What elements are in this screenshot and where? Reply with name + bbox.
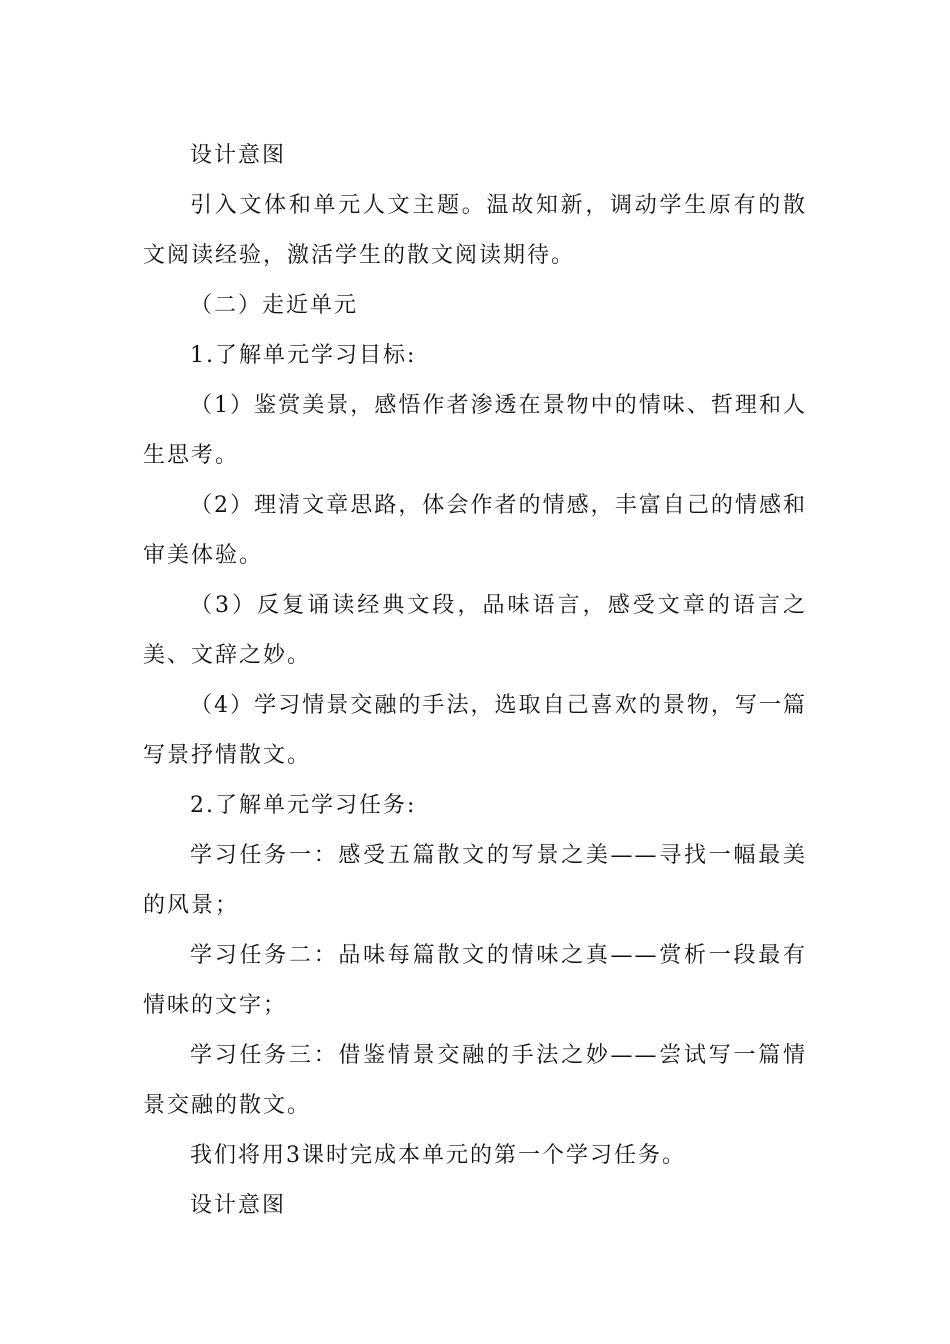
- goal-item-1: （1）鉴赏美景，感悟作者渗透在景物中的情味、哲理和人生思考。: [143, 393, 807, 468]
- section-heading-approach-unit: （二）走近单元: [190, 293, 359, 318]
- goal-item-3: （3）反复诵读经典文段，品味语言，感受文章的语言之美、文辞之妙。: [143, 593, 807, 668]
- paragraph-schedule: 我们将用3课时完成本单元的第一个学习任务。: [190, 1143, 686, 1168]
- paragraph-design-intent-heading: 设计意图: [190, 143, 287, 168]
- subheading-unit-goals: 1.了解单元学习目标:: [190, 343, 417, 368]
- document-body: [143, 131, 807, 1231]
- task-item-2: 学习任务二：品味每篇散文的情味之真——赏析一段最有情味的文字；: [143, 943, 807, 1018]
- paragraph-design-intent-heading-2: 设计意图: [190, 1193, 287, 1218]
- task-item-1: 学习任务一：感受五篇散文的写景之美——寻找一幅最美的风景；: [143, 843, 807, 918]
- goal-item-2: （2）理清文章思路，体会作者的情感，丰富自己的情感和审美体验。: [143, 493, 807, 568]
- task-item-3: 学习任务三：借鉴情景交融的手法之妙——尝试写一篇情景交融的散文。: [143, 1043, 807, 1118]
- goal-item-4: （4）学习情景交融的手法，选取自己喜欢的景物，写一篇写景抒情散文。: [143, 693, 807, 768]
- paragraph-design-intent-text: 引入文体和单元人文主题。温故知新，调动学生原有的散文阅读经验，激活学生的散文阅读期待。: [143, 193, 807, 268]
- subheading-unit-tasks: 2.了解单元学习任务:: [190, 793, 417, 818]
